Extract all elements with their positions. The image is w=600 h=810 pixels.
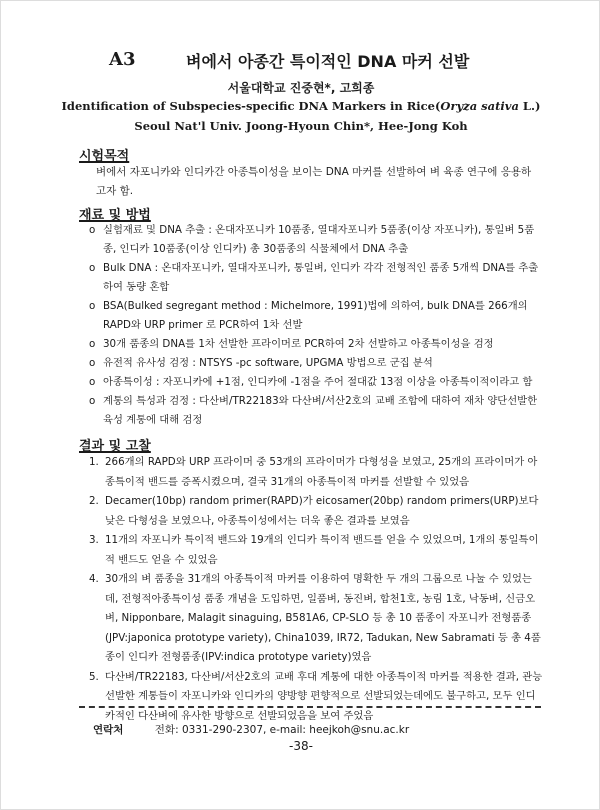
section-heading-results: 결과 및 고찰 <box>79 439 151 454</box>
list-item: o 실험재료 및 DNA 추출 : 온대자포니카 10품종, 열대자포니카 5품종(이상 자포니카), 통일벼 5품종, 인디카 10품종(이상 인디카) 총 30품종의 식물체에서 DNA 추출 <box>89 224 535 255</box>
list-item: 5. 다산벼/TR22183, 다산벼/서산2호의 교배 후대 계통에 대한 아종특이적 마커를 적용한 결과, 관능 선발한 계통들이 자포니카와 인디카의 양방향 편향적으로 선발되었는데에도 불구하고, 모두 인디카적인 다산벼에 유사한 방향으로 선발되었음을 보여 주었음 <box>89 670 543 722</box>
authors-korean: 서울대학교 진중현*, 고희종 <box>227 81 375 95</box>
methods-list <box>89 221 544 430</box>
list-item: o BSA(Bulked segregant method : Michelmore, 1991)법에 의하여, bulk DNA를 266개의 RAPD와 URP primer 로 PCR하여 1차 선발 <box>89 300 528 331</box>
section-heading-methods: 재료 및 방법 <box>79 208 151 223</box>
list-item: 2. Decamer(10bp) random primer(RAPD)가 eicosamer(20bp) random primers(URP)보다 낮은 다형성을 보였으나, 아종특이성에서는 더욱 좋은 결과를 보였음 <box>89 495 539 527</box>
abstract-code: A3 <box>109 49 136 70</box>
contact-text: 전화: 0331-290-2307, e-mail: heejkoh@snu.ac.kr <box>154 724 410 736</box>
list-item: o 30개 품종의 DNA를 1차 선발한 프라이머로 PCR하여 2차 선발하고 아종특이성을 검정 <box>89 338 494 350</box>
list-item: o 아종특이성 : 자포니카에 +1점, 인디카에 -1점을 주어 절대값 13점 이상을 아종특이적이라고 함 <box>89 376 533 388</box>
list-item: o 유전적 유사성 검정 : NTSYS -pc software, UPGMA 방법으로 군집 분석 <box>89 357 433 369</box>
section-heading-objective: 시험목적 <box>79 149 130 164</box>
footer-divider <box>79 706 541 708</box>
contact-info <box>93 722 409 737</box>
list-item: 4. 30개의 벼 품종을 31개의 아종특이적 마커를 이용하여 명확한 두 개의 그룹으로 나눌 수 있었는데, 전형적아종특이성 품종 개념을 도입하면, 일품벼, 동진벼, 합천1호, 농림 1호, 낙동벼, 신금오벼, Nipponbare, Malagit sinaguing, B581A6, CP-SLO 등 총 10 품종이 자포니카 전형품종(JPV:japonica prototype variety), China1039, IR72, Tadukan, New Sabramati 등 총 4품종이 인디카 전형품종(IPV:indica prototype variety)였음 <box>89 573 541 663</box>
objective-text: 벼에서 자포니카와 인디카간 아종특이성을 보이는 DNA 마커를 선발하여 벼 육종 연구에 응용하고자 함. <box>96 166 532 197</box>
contact-label: 연락처 <box>93 724 124 736</box>
list-item: o 계통의 특성과 검정 : 다산벼/TR22183와 다산벼/서산2호의 교배 조합에 대하여 재차 양단선발한 육성 계통에 대해 검정 <box>89 395 538 426</box>
results-list <box>89 453 544 726</box>
affiliation-english: Seoul Nat'l Univ. Joong-Hyoun Chin*, Hee-Jong Koh <box>134 119 468 133</box>
list-item: 3. 11개의 자포니카 특이적 밴드와 19개의 인디카 특이적 밴드를 얻을 수 있었으며, 1개의 통일특이적 밴드도 얻을 수 있었음 <box>89 534 539 566</box>
title-korean: 벼에서 아종간 특이적인 DNA 마커 선발 <box>186 52 470 71</box>
list-item: o Bulk DNA : 온대자포니카, 열대자포니카, 통일벼, 인디카 각각 전형적인 품종 5개씩 DNA를 추출하여 동량 혼합 <box>89 262 539 293</box>
title-english: Identification of Subspecies-specific DNA Markers in Rice(Oryza sativa L.) <box>61 99 541 113</box>
list-item: 1. 266개의 RAPD와 URP 프라이머 중 53개의 프라이머가 다형성을 보였고, 25개의 프라이머가 아종특이적 밴드를 증폭시켰으며, 결국 31개의 아종특이적 마커를 선발할 수 있었음 <box>89 456 538 488</box>
page-number: -38- <box>289 739 313 753</box>
